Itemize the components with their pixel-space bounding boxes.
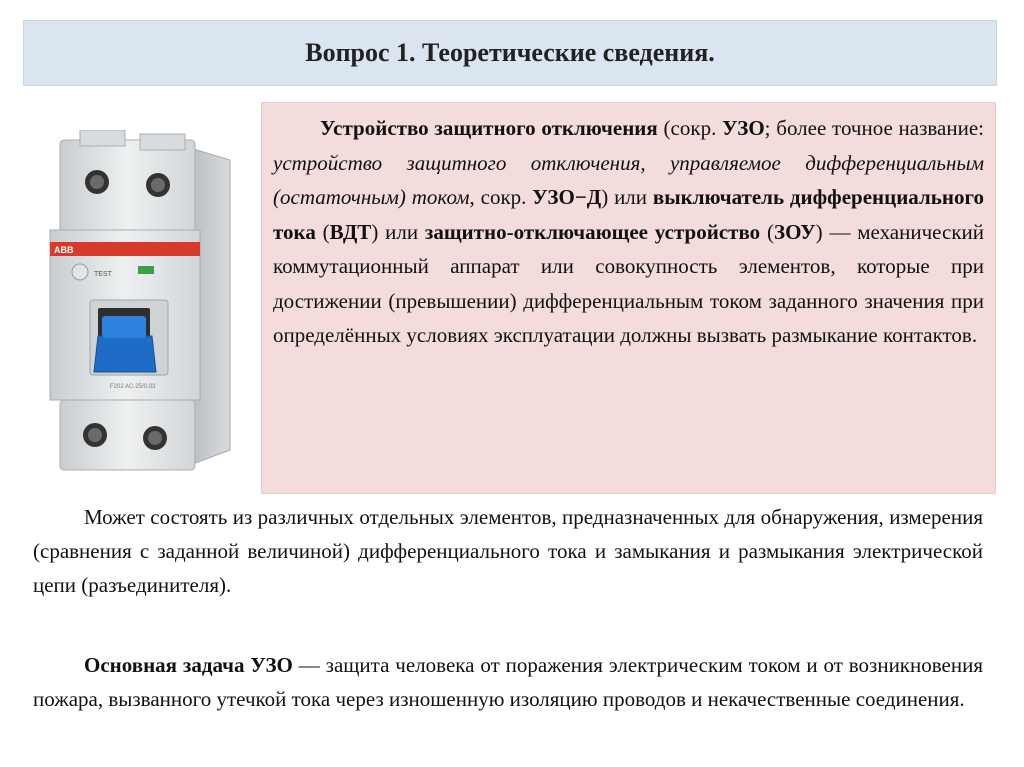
text-segment: ( bbox=[315, 219, 330, 244]
text-segment: ( bbox=[760, 219, 774, 244]
definition-text bbox=[273, 111, 984, 353]
term-uzo-d: УЗО−Д bbox=[532, 185, 602, 209]
text-segment: (сокр. bbox=[657, 116, 723, 140]
term-uzo: УЗО bbox=[722, 116, 765, 140]
text-segment: ) или bbox=[371, 219, 425, 244]
text-segment: ; более точное название: bbox=[764, 116, 984, 140]
term-vdt-full: выключатель дифференциального тока bbox=[273, 185, 984, 244]
term-zou-full: защитно-отключающее устройство bbox=[424, 219, 761, 244]
model-label: F202 AC-25/0.03 bbox=[110, 384, 156, 390]
screw-icon bbox=[143, 426, 167, 450]
term-vdt: ВДТ bbox=[329, 219, 372, 244]
paragraph-main-task bbox=[33, 648, 983, 716]
text-segment: ) или bbox=[601, 185, 653, 209]
text-segment: , сокр. bbox=[469, 185, 533, 209]
rcd-device-image bbox=[40, 130, 240, 475]
brand-logo: ABB bbox=[54, 245, 74, 255]
screw-icon bbox=[85, 170, 109, 194]
term-precise-name: устройство защитного отключения, управляемое дифференциальным (остаточным) током bbox=[273, 150, 984, 209]
paragraph-composition: Может состоять из различных отдельных элементов, предназначенных для обнаружения, измерения (сравнения с заданной величиной) дифференциального тока и замыкания и размыкания электрической цепи (разъединителя). bbox=[33, 505, 983, 597]
screw-icon bbox=[146, 173, 170, 197]
title-bar bbox=[23, 20, 997, 86]
definition-box bbox=[261, 102, 996, 494]
main-task-text: — защита человека от поражения электрическим током и от возникновения пожара, вызванного утечкой тока через изношенную изоляцию проводов и некачественные соединения. bbox=[33, 653, 983, 711]
main-task-label: Основная задача УЗО bbox=[84, 653, 293, 677]
screw-icon bbox=[83, 423, 107, 447]
term-zou: ЗОУ bbox=[773, 219, 816, 244]
term-uzo-full: Устройство защитного отключения bbox=[320, 116, 658, 140]
test-label: TEST bbox=[94, 271, 112, 278]
text-segment: ) — механический коммутационный аппарат или совокупность элементов, которые при достижении (превышении) дифференциальным током заданного значения при определённых условиях эксплуатации должны вызвать размыкание контактов. bbox=[273, 219, 985, 347]
slide-title: Вопрос 1. Теоретические сведения. bbox=[305, 38, 715, 67]
